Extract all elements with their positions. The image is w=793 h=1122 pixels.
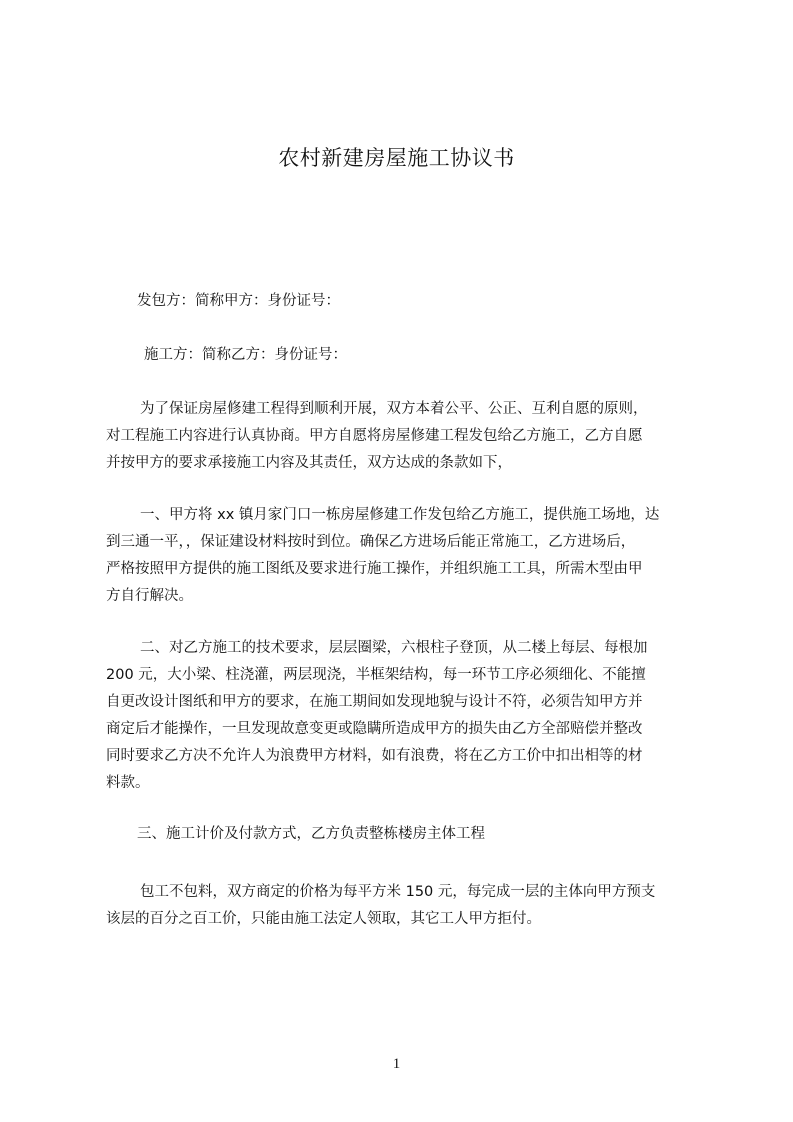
paragraph-line: 包工不包料，双方商定的价格为每平方米 150 元，每完成一层的主体向甲方预支 <box>140 884 656 900</box>
paragraph-line: 二、对乙方施工的技术要求，层层圈梁，六根柱子登顶，从二楼上每层、每根加 <box>140 640 648 656</box>
document-title: 农村新建房屋施工协议书 <box>278 146 515 170</box>
paragraph-line: 一、甲方将 xx 镇月家门口一栋房屋修建工作发包给乙方施工，提供施工场地，达 <box>140 507 660 523</box>
paragraph-line: 严格按照甲方提供的施工图纸及要求进行施工操作，并组织施工工具，所需木型由甲 <box>106 561 643 577</box>
paragraph-line: 对工程施工内容进行认真协商。甲方自愿将房屋修建工程发包给乙方施工，乙方自愿 <box>106 428 643 444</box>
paragraph-line: 为了保证房屋修建工程得到顺利开展，双方本着公平、公正、互利自愿的原则， <box>140 401 648 417</box>
paragraph-line: 自更改设计图纸和甲方的要求，在施工期间如发现地貌与设计不符，必须告知甲方并 <box>106 694 643 710</box>
paragraph-line: 同时要求乙方决不允许人为浪费甲方材料，如有浪费，将在乙方工价中扣出相等的材 <box>106 748 643 764</box>
employer-line: 发包方：简称甲方：身份证号： <box>137 293 340 309</box>
paragraph-line: 到三通一平，，保证建设材料按时到位。确保乙方进场后能正常施工，乙方进场后， <box>106 534 636 550</box>
paragraph-line: 商定后才能操作，一旦发现故意变更或隐瞒所造成甲方的损失由乙方全部赔偿并整改 <box>106 721 643 737</box>
paragraph-line: 并按甲方的要求承接施工内容及其责任，双方达成的条款如下， <box>106 455 512 471</box>
page-number: 1 <box>392 1056 401 1072</box>
paragraph-line: 方自行解决。 <box>106 588 193 604</box>
clause-3-heading: 三、施工计价及付款方式，乙方负责整栋楼房主体工程 <box>137 826 485 842</box>
paragraph-line: 200 元，大小梁、柱浇灌，两层现浇，半框架结构，每一环节工序必须细化、不能擅 <box>106 667 646 683</box>
paragraph-line: 料款。 <box>106 775 150 791</box>
paragraph-line: 该层的百分之百工价，只能由施工法定人领取，其它工人甲方拒付。 <box>106 911 541 927</box>
contractor-line: 施工方：简称乙方：身份证号： <box>144 347 347 363</box>
